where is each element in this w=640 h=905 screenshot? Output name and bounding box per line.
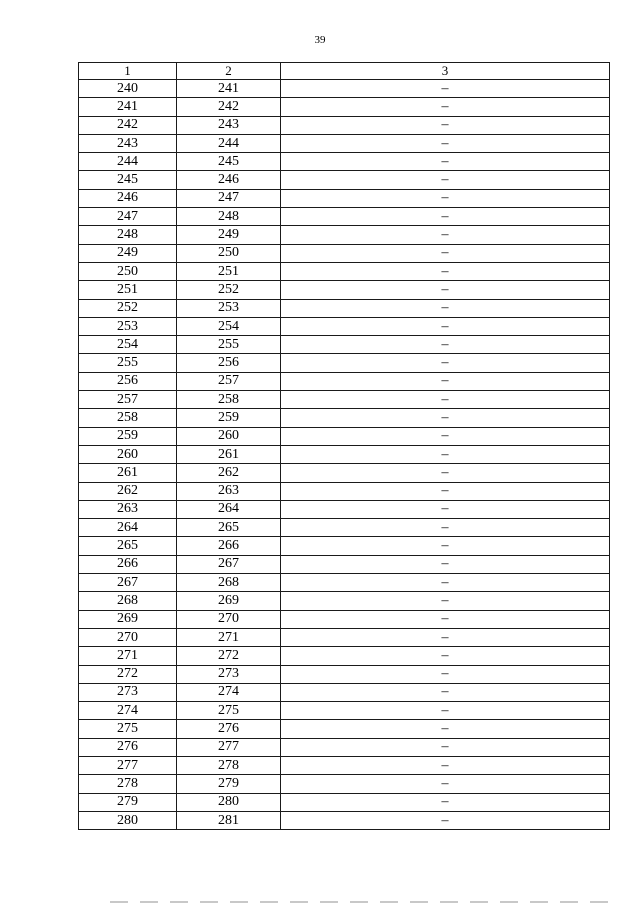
table-cell-col-3: –: [281, 299, 610, 317]
table-cell-col-3: –: [281, 702, 610, 720]
table-cell-col-2: 258: [177, 391, 281, 409]
page-number: 39: [314, 34, 326, 46]
table-cell-col-2: 272: [177, 647, 281, 665]
table-cell-col-1: 280: [79, 811, 177, 829]
table-cell-col-2: 280: [177, 793, 281, 811]
table-cell-col-1: 251: [79, 281, 177, 299]
table-row: [79, 153, 610, 171]
table-cell-col-1: 268: [79, 592, 177, 610]
table-cell-col-1: 254: [79, 336, 177, 354]
table-cell-col-2: 274: [177, 683, 281, 701]
table-cell-col-3: –: [281, 555, 610, 573]
table-cell-col-3: –: [281, 409, 610, 427]
table-cell-col-3: –: [281, 336, 610, 354]
table-row: [79, 775, 610, 793]
table-row: [79, 445, 610, 463]
table-cell-col-1: 274: [79, 702, 177, 720]
table-row: [79, 683, 610, 701]
table-cell-col-2: 276: [177, 720, 281, 738]
table-cell-col-3: –: [281, 244, 610, 262]
table-cell-col-1: 266: [79, 555, 177, 573]
table-row: [79, 281, 610, 299]
table-cell-col-2: 278: [177, 756, 281, 774]
table-cell-col-1: 240: [79, 80, 177, 98]
table-cell-col-2: 265: [177, 519, 281, 537]
table-row: [79, 116, 610, 134]
table-cell-col-2: 275: [177, 702, 281, 720]
table-row: [79, 98, 610, 116]
table-cell-col-1: 255: [79, 354, 177, 372]
table-cell-col-2: 246: [177, 171, 281, 189]
table-cell-col-3: –: [281, 262, 610, 280]
table-row: [79, 262, 610, 280]
table-cell-col-2: 266: [177, 537, 281, 555]
table-cell-col-2: 257: [177, 372, 281, 390]
table-cell-col-1: 279: [79, 793, 177, 811]
table-row: [79, 409, 610, 427]
table-cell-col-3: –: [281, 756, 610, 774]
table-cell-col-1: 273: [79, 683, 177, 701]
table-cell-col-2: 268: [177, 574, 281, 592]
table-row: [79, 208, 610, 226]
table-row: [79, 537, 610, 555]
table-cell-col-3: –: [281, 738, 610, 756]
table-row: [79, 665, 610, 683]
table-cell-col-3: –: [281, 500, 610, 518]
table-cell-col-3: –: [281, 574, 610, 592]
table-cell-col-1: 269: [79, 610, 177, 628]
table-cell-col-3: –: [281, 482, 610, 500]
table-cell-col-1: 262: [79, 482, 177, 500]
table-row: [79, 427, 610, 445]
table-cell-col-2: 256: [177, 354, 281, 372]
table-cell-col-1: 249: [79, 244, 177, 262]
table-cell-col-3: –: [281, 683, 610, 701]
table-cell-col-1: 276: [79, 738, 177, 756]
table-cell-col-3: –: [281, 189, 610, 207]
table-cell-col-2: 254: [177, 317, 281, 335]
table-cell-col-1: 267: [79, 574, 177, 592]
table-row: [79, 574, 610, 592]
table-body: [79, 80, 610, 830]
table-cell-col-3: –: [281, 592, 610, 610]
table-cell-col-2: 255: [177, 336, 281, 354]
table-cell-col-2: 253: [177, 299, 281, 317]
table-cell-col-3: –: [281, 134, 610, 152]
table-row: [79, 464, 610, 482]
table-cell-col-2: 271: [177, 628, 281, 646]
table-cell-col-1: 247: [79, 208, 177, 226]
table-row: [79, 793, 610, 811]
table-cell-col-3: –: [281, 720, 610, 738]
table-cell-col-1: 272: [79, 665, 177, 683]
table-cell-col-3: –: [281, 464, 610, 482]
table-cell-col-2: 262: [177, 464, 281, 482]
table-cell-col-1: 241: [79, 98, 177, 116]
table-cell-col-2: 249: [177, 226, 281, 244]
table-cell-col-2: 269: [177, 592, 281, 610]
table-row: [79, 592, 610, 610]
table-cell-col-2: 267: [177, 555, 281, 573]
table-row: [79, 482, 610, 500]
table-cell-col-2: 245: [177, 153, 281, 171]
table-row: [79, 354, 610, 372]
table-header-row: [79, 63, 610, 80]
table-cell-col-1: 265: [79, 537, 177, 555]
table-cell-col-2: 261: [177, 445, 281, 463]
table-cell-col-3: –: [281, 610, 610, 628]
table-cell-col-2: 260: [177, 427, 281, 445]
table-cell-col-1: 263: [79, 500, 177, 518]
table-cell-col-1: 242: [79, 116, 177, 134]
table-cell-col-2: 243: [177, 116, 281, 134]
table-cell-col-1: 258: [79, 409, 177, 427]
column-header-2: 2: [177, 63, 281, 80]
table-cell-col-3: –: [281, 98, 610, 116]
table-row: [79, 756, 610, 774]
table-cell-col-3: –: [281, 665, 610, 683]
table-cell-col-1: 245: [79, 171, 177, 189]
table-cell-col-2: 244: [177, 134, 281, 152]
table-cell-col-3: –: [281, 775, 610, 793]
table-row: [79, 80, 610, 98]
table-cell-col-3: –: [281, 647, 610, 665]
table-cell-col-1: 252: [79, 299, 177, 317]
table-cell-col-3: –: [281, 226, 610, 244]
data-table: [78, 62, 610, 830]
table-cell-col-3: –: [281, 317, 610, 335]
table-row: [79, 336, 610, 354]
table-cell-col-1: 278: [79, 775, 177, 793]
footer-scan-artifact: [110, 901, 610, 903]
table-cell-col-3: –: [281, 537, 610, 555]
table-cell-col-3: –: [281, 811, 610, 829]
table-cell-col-2: 259: [177, 409, 281, 427]
table-cell-col-3: –: [281, 354, 610, 372]
table-cell-col-3: –: [281, 628, 610, 646]
table-row: [79, 391, 610, 409]
table-cell-col-2: 247: [177, 189, 281, 207]
table-cell-col-3: –: [281, 793, 610, 811]
table-cell-col-1: 257: [79, 391, 177, 409]
table-cell-col-1: 244: [79, 153, 177, 171]
table-row: [79, 317, 610, 335]
table-cell-col-2: 279: [177, 775, 281, 793]
table-row: [79, 226, 610, 244]
table-cell-col-3: –: [281, 281, 610, 299]
table-cell-col-3: –: [281, 80, 610, 98]
column-header-1: 1: [79, 63, 177, 80]
table-row: [79, 500, 610, 518]
table-row: [79, 171, 610, 189]
table-cell-col-3: –: [281, 153, 610, 171]
table-cell-col-2: 250: [177, 244, 281, 262]
table-row: [79, 555, 610, 573]
table-cell-col-3: –: [281, 116, 610, 134]
table-cell-col-3: –: [281, 427, 610, 445]
column-header-3: 3: [281, 63, 610, 80]
table-cell-col-3: –: [281, 171, 610, 189]
table-cell-col-1: 261: [79, 464, 177, 482]
table-row: [79, 189, 610, 207]
table-cell-col-2: 264: [177, 500, 281, 518]
table-cell-col-1: 248: [79, 226, 177, 244]
table-cell-col-1: 264: [79, 519, 177, 537]
table-cell-col-2: 251: [177, 262, 281, 280]
table-cell-col-2: 242: [177, 98, 281, 116]
table-cell-col-1: 246: [79, 189, 177, 207]
table-row: [79, 519, 610, 537]
table-row: [79, 647, 610, 665]
table-cell-col-2: 252: [177, 281, 281, 299]
table-row: [79, 299, 610, 317]
table-cell-col-2: 277: [177, 738, 281, 756]
table-row: [79, 244, 610, 262]
table-cell-col-3: –: [281, 208, 610, 226]
table-row: [79, 610, 610, 628]
table-row: [79, 720, 610, 738]
table-cell-col-1: 271: [79, 647, 177, 665]
table-cell-col-1: 259: [79, 427, 177, 445]
table-cell-col-3: –: [281, 519, 610, 537]
table-cell-col-1: 253: [79, 317, 177, 335]
table-cell-col-1: 250: [79, 262, 177, 280]
table-row: [79, 628, 610, 646]
table-row: [79, 702, 610, 720]
table-cell-col-1: 260: [79, 445, 177, 463]
table-cell-col-2: 281: [177, 811, 281, 829]
table-row: [79, 134, 610, 152]
table-cell-col-1: 243: [79, 134, 177, 152]
table-cell-col-3: –: [281, 391, 610, 409]
table-row: [79, 372, 610, 390]
table-cell-col-2: 273: [177, 665, 281, 683]
table-row: [79, 738, 610, 756]
table-cell-col-1: 270: [79, 628, 177, 646]
table-cell-col-1: 256: [79, 372, 177, 390]
table-cell-col-2: 263: [177, 482, 281, 500]
table-cell-col-1: 275: [79, 720, 177, 738]
table-cell-col-3: –: [281, 372, 610, 390]
table-cell-col-2: 270: [177, 610, 281, 628]
table-cell-col-1: 277: [79, 756, 177, 774]
table-row: [79, 811, 610, 829]
table-cell-col-2: 248: [177, 208, 281, 226]
table-cell-col-3: –: [281, 445, 610, 463]
table-cell-col-2: 241: [177, 80, 281, 98]
